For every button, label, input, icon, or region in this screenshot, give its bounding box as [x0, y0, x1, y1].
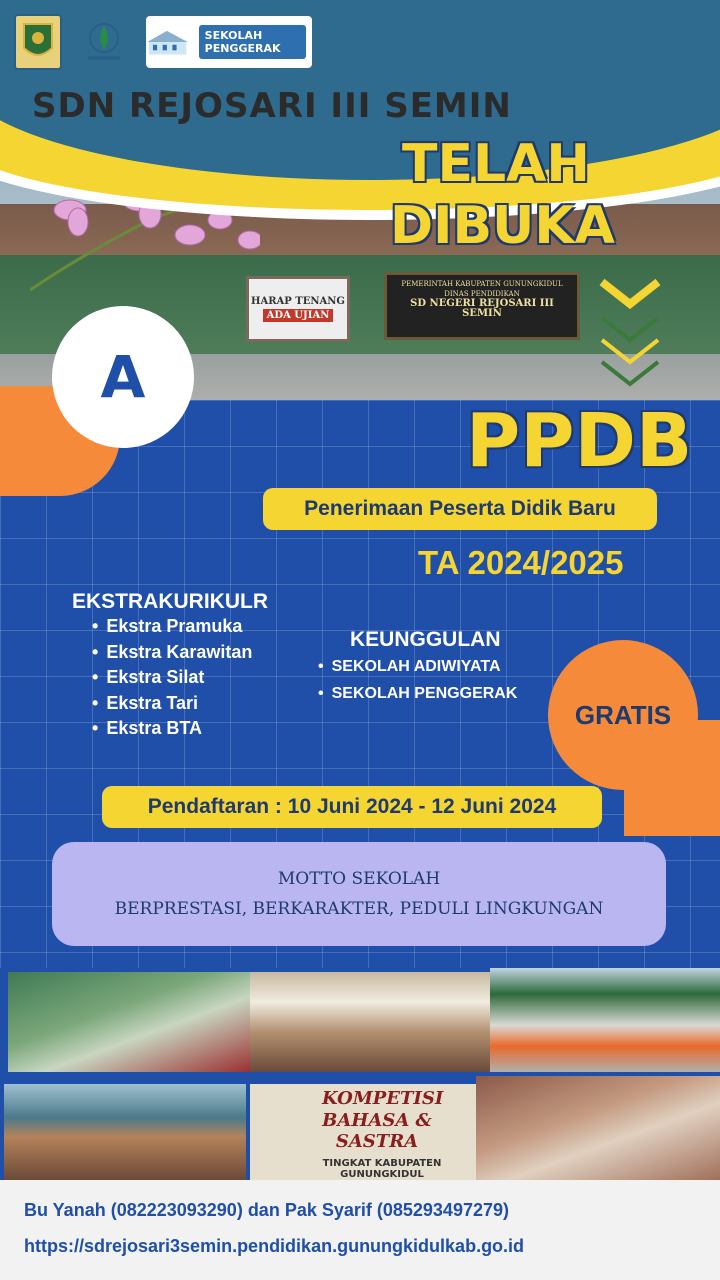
- list-item: • SEKOLAH ADIWIYATA: [318, 658, 517, 685]
- sign-ujian-line2: ADA UJIAN: [263, 309, 334, 322]
- chevron-down-icon: [598, 278, 662, 388]
- motto-text: BERPRESTASI, BERKARAKTER, PEDULI LINGKUNGAN: [114, 899, 604, 919]
- sekolah-penggerak-label: SEKOLAH PENGGERAK: [199, 25, 306, 59]
- contact-footer: [0, 1180, 720, 1280]
- motto-box: [52, 842, 666, 946]
- adiwiyata-logo: [82, 16, 126, 68]
- kompetisi-footer: TINGKAT KABUPATEN GUNUNGKIDUL: [322, 1158, 442, 1180]
- motto-title: MOTTO SEKOLAH: [277, 869, 441, 889]
- grade-a-badge: [52, 306, 194, 448]
- ekstrakurikuler-list: [92, 616, 252, 744]
- academic-year: TA 2024/2025: [418, 544, 624, 581]
- gratis-label: GRATIS: [574, 699, 672, 730]
- list-item: • Ekstra Karawitan: [92, 642, 252, 668]
- gallery-photo-pramuka: [4, 1084, 246, 1180]
- keunggulan-list: [318, 658, 517, 712]
- sign-school-line2: DINAS PENDIDIKAN: [444, 290, 520, 298]
- sign-school-line1: PEMERINTAH KABUPATEN GUNUNGKIDUL: [401, 280, 563, 288]
- sign-harap-tenang: [246, 276, 350, 342]
- ppdb-subtitle-pill: Penerimaan Peserta Didik Baru: [263, 488, 657, 530]
- gallery-photo-dance: [8, 972, 250, 1072]
- list-item: • Ekstra BTA: [92, 718, 252, 744]
- grade-a-letter: A: [100, 343, 146, 411]
- sekolah-penggerak-badge: [146, 16, 312, 68]
- kompetisi-title: KOMPETISI: [322, 1088, 444, 1109]
- gallery-photo-silat: [490, 968, 720, 1072]
- logo-row: [14, 14, 312, 70]
- registration-dates-pill: Pendaftaran : 10 Juni 2024 - 12 Juni 2024: [102, 786, 602, 828]
- sign-ujian-line1: HARAP TENANG: [251, 296, 345, 307]
- list-item: • Ekstra Silat: [92, 667, 252, 693]
- contact-phones: Bu Yanah (082223093290) dan Pak Syarif (085293497279): [24, 1200, 509, 1220]
- gallery-photo-classroom: [476, 1076, 720, 1180]
- gallery-photo-teachers: [250, 972, 490, 1072]
- school-name-title: SDN REJOSARI III SEMIN: [32, 86, 512, 126]
- headline-telah: TELAH: [402, 134, 590, 194]
- headline-dibuka: DIBUKA: [390, 196, 615, 256]
- gratis-badge: [548, 640, 698, 790]
- ppdb-title: PPDB: [466, 398, 693, 484]
- list-item: • Ekstra Tari: [92, 693, 252, 719]
- website-link[interactable]: https://sdrejosari3semin.pendidikan.gunungkidulkab.go.id: [24, 1236, 525, 1256]
- list-item: • SEKOLAH PENGGERAK: [318, 685, 517, 712]
- sign-school-line3: SD NEGERI REJOSARI III SEMIN: [410, 298, 554, 319]
- list-item: • Ekstra Pramuka: [92, 616, 252, 642]
- ekstrakurikuler-title: EKSTRAKURIKULR: [72, 590, 268, 613]
- kompetisi-subtitle: BAHASA & SASTRA: [322, 1110, 432, 1152]
- gunungkidul-emblem-icon: [14, 14, 62, 70]
- keunggulan-title: KEUNGGULAN: [350, 628, 501, 651]
- school-signboard: [384, 272, 580, 340]
